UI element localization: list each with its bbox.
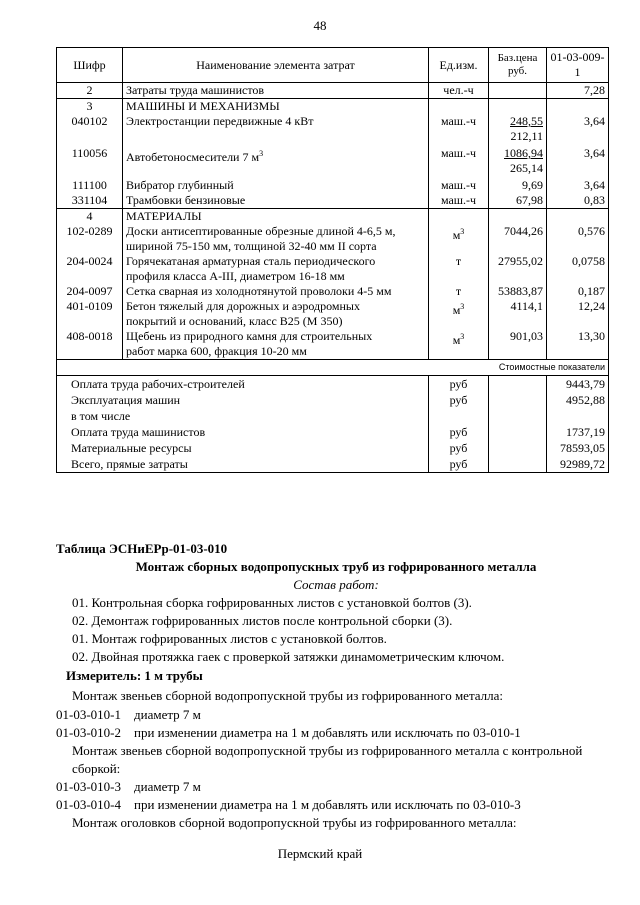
table-row: 408-0018 Щебень из природного камня для строительных работ марка 600, фракция 10-20 мм $м^3$ 901,03 13,30 bbox=[57, 329, 609, 360]
section-row-materials: 4 МАТЕРИАЛЫ bbox=[57, 209, 609, 225]
total-row-operators: Оплата труда машинистов руб 1737,19 bbox=[57, 424, 609, 440]
table-row: 331104 Трамбовки бензиновые маш.-ч 67,98 0,83 bbox=[57, 193, 609, 209]
table-row: 204-0024 Горячекатаная арматурная сталь периодического профиля класса А-III, диаметром 16-18 мм т 27955,02 0,0758 bbox=[57, 254, 609, 284]
total-row-incl: в том числе bbox=[57, 408, 609, 424]
table-row: 110056 Автобетоносмесители 7 $м^3$ маш.-ч 1086,94 265,14 3,64 bbox=[57, 146, 609, 178]
rate-row: 01-03-010-4 при изменении диаметра на 1 м добавлять или исключать по 03-010-3 bbox=[56, 797, 521, 812]
cost-table bbox=[56, 47, 609, 473]
header-code: Шифр bbox=[57, 48, 123, 83]
composition-heading: Состав работ: bbox=[293, 577, 379, 592]
table-row: 204-0097 Сетка сварная из холоднотянутой проволоки 4-5 мм т 53883,87 0,187 bbox=[57, 284, 609, 299]
paragraph-continuation: сборкой: bbox=[72, 761, 121, 776]
operation-item: 01. Контрольная сборка гофрированных листов с установкой болтов (3). bbox=[72, 595, 472, 610]
table-row: 111100 Вибратор глубинный маш.-ч 9,69 3,64 bbox=[57, 178, 609, 193]
total-row-labor: Оплата труда рабочих-строителей руб 9443,79 bbox=[57, 376, 609, 393]
operation-item: 01. Монтаж гофрированных листов с установкой болтов. bbox=[72, 631, 387, 646]
total-row-materials: Материальные ресурсы руб 78593,05 bbox=[57, 440, 609, 456]
rate-row: 01-03-010-2 при изменении диаметра на 1 м добавлять или исключать по 03-010-1 bbox=[56, 725, 521, 740]
total-row-machines: Эксплуатация машин руб 4952,88 bbox=[57, 392, 609, 408]
meter: Измеритель: 1 м трубы bbox=[66, 668, 203, 683]
total-row-direct: Всего, прямые затраты руб 92989,72 bbox=[57, 456, 609, 473]
paragraph: Монтаж звеньев сборной водопропускной трубы из гофрированного металла: bbox=[72, 688, 504, 703]
rate-row: 01-03-010-1 диаметр 7 м bbox=[56, 707, 201, 722]
page-number: 48 bbox=[313, 18, 327, 33]
header-base-price: Баз.цена руб. bbox=[489, 48, 547, 83]
operation-item: 02. Двойная протяжка гаек с проверкой затяжки динамометрическим ключом. bbox=[72, 649, 505, 664]
header-name: Наименование элемента затрат bbox=[123, 48, 429, 83]
header-unit: Ед.изм. bbox=[429, 48, 489, 83]
header-column: 01-03-009-1 bbox=[547, 48, 609, 83]
table-title: Таблица ЭСНиЕРр-01-03-010 bbox=[56, 541, 228, 556]
table-header-row bbox=[57, 48, 609, 83]
footer-region: Пермский край bbox=[277, 846, 363, 861]
operation-item: 02. Демонтаж гофрированных листов после контрольной сборки (3). bbox=[72, 613, 453, 628]
indicators-row: Стоимостные показатели bbox=[57, 360, 609, 376]
table-row: 040102 Электростанции передвижные 4 кВт маш.-ч 248,55 212,11 3,64 bbox=[57, 114, 609, 146]
table-row: 401-0109 Бетон тяжелый для дорожных и аэродромных покрытий и оснований, класс В25 (М 350) $м^3$ 4114,1 12,24 bbox=[57, 299, 609, 329]
table-row: 102-0289 Доски антисептированные обрезные длиной 4-6,5 м, шириной 75-150 мм, толщиной 32-40 мм II сорта $м^3$ 7044,26 0,576 bbox=[57, 224, 609, 254]
rate-row: 01-03-010-3 диаметр 7 м bbox=[56, 779, 201, 794]
paragraph: Монтаж звеньев сборной водопропускной трубы из гофрированного металла с контрольной bbox=[72, 743, 583, 758]
table-name: Монтаж сборных водопропускных труб из гофрированного металла bbox=[135, 559, 537, 574]
section-row-machines: 3 МАШИНЫ И МЕХАНИЗМЫ bbox=[57, 99, 609, 115]
paragraph: Монтаж оголовков сборной водопропускной трубы из гофрированного металла: bbox=[72, 815, 517, 830]
table-row: 2 Затраты труда машинистов чел.-ч 7,28 bbox=[57, 83, 609, 99]
